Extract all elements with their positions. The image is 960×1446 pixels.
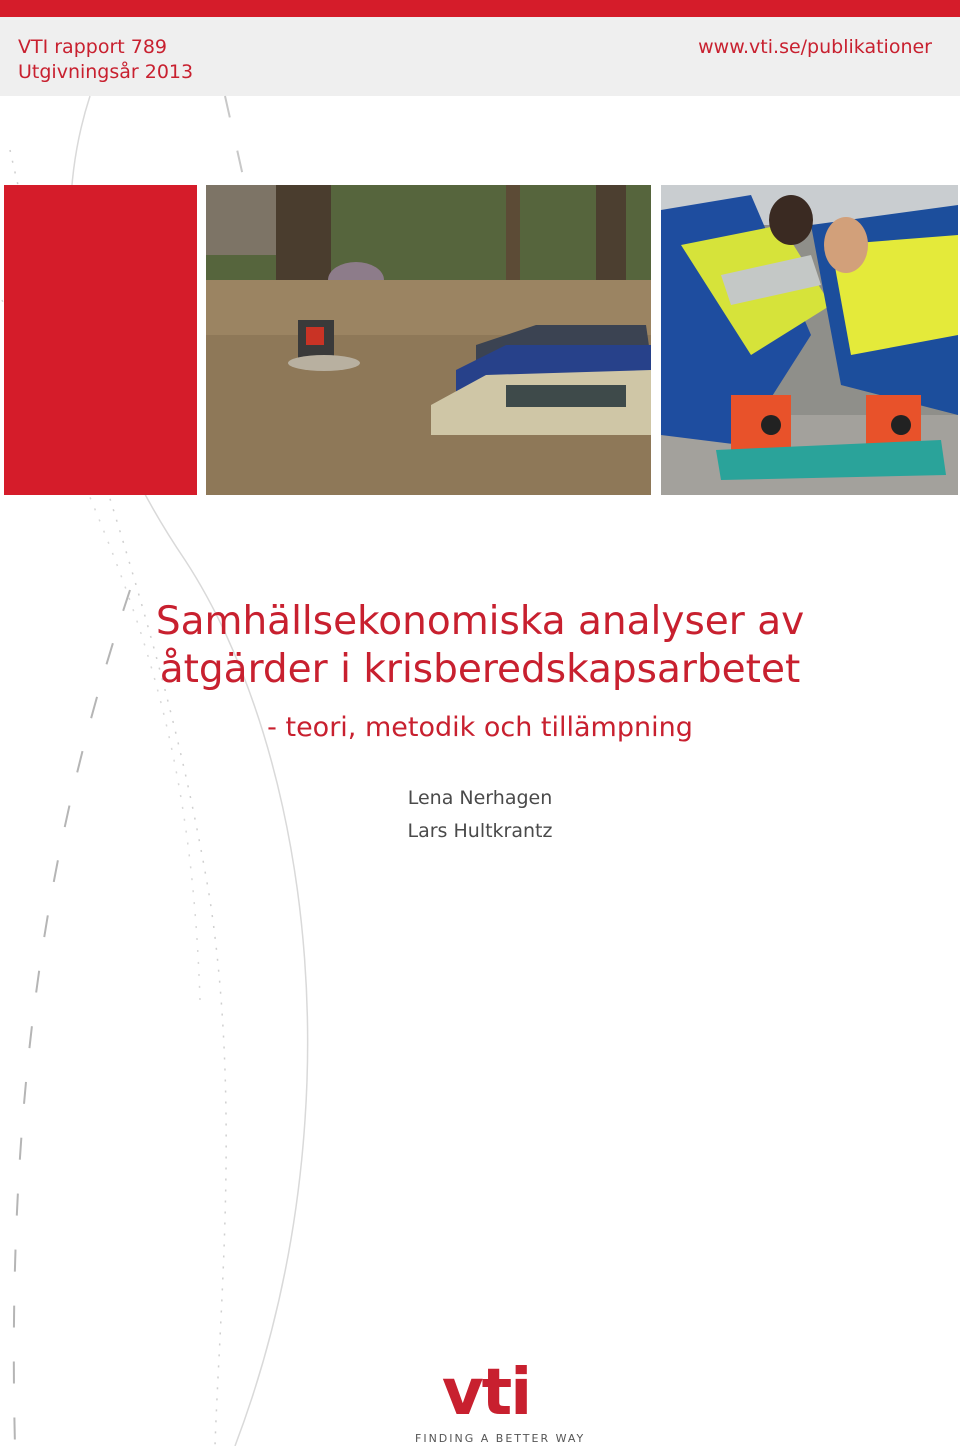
author-name: Lena Nerhagen: [407, 787, 553, 809]
flood-photo: [206, 185, 651, 495]
publication-year: Utgivningsår 2013: [18, 61, 194, 83]
logo-tagline: FINDING A BETTER WAY: [415, 1432, 586, 1445]
report-subtitle: - teori, metodik och tillämpning: [267, 712, 693, 743]
report-title: [0, 598, 960, 694]
author-name: Lars Hultkrantz: [407, 820, 553, 842]
website-link[interactable]: www.vti.se/publikationer: [698, 36, 932, 58]
logo-wordmark: vti: [441, 1356, 531, 1430]
title-line-1: Samhällsekonomiska analyser av: [155, 599, 805, 644]
rescue-photo: [661, 185, 958, 495]
report-number: VTI rapport 789: [18, 36, 168, 58]
authors: [0, 782, 960, 848]
title-line-2: åtgärder i krisberedskapsarbetet: [159, 647, 801, 692]
red-accent-block: [4, 185, 197, 495]
vti-logo: [415, 1356, 586, 1445]
